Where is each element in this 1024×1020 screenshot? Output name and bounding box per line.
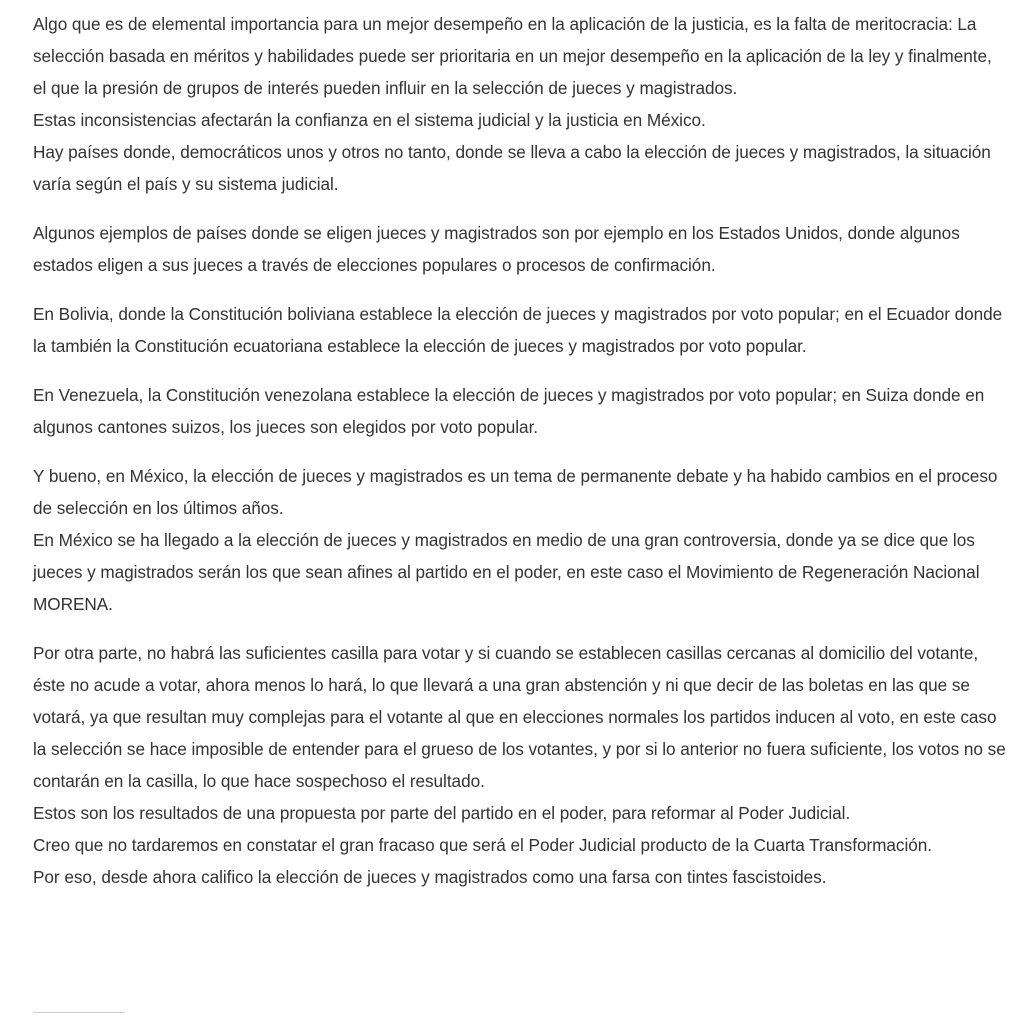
article-body bbox=[33, 8, 1008, 910]
paragraph-6 bbox=[33, 637, 1008, 893]
paragraph-line: Hay países donde, democráticos unos y otros no tanto, donde se lleva a cabo la elección de jueces y magistrados, la situación varía según el país y su sistema judicial. bbox=[33, 142, 991, 194]
paragraph-1 bbox=[33, 8, 1008, 200]
paragraph-line: Por eso, desde ahora califico la elección de jueces y magistrados como una farsa con tintes fascistoides. bbox=[33, 867, 827, 887]
paragraph-line: Algo que es de elemental importancia para un mejor desempeño en la aplicación de la justicia, es la falta de meritocracia: La selección basada en méritos y habilidades puede ser prioritaria en un mejor desempeño en la aplicación de la ley y finalmente, el que la presión de grupos de interés pueden influir en la selección de jueces y magistrados. bbox=[33, 14, 992, 98]
paragraph-line: En México se ha llegado a la elección de jueces y magistrados en medio de una gran controversia, donde ya se dice que los jueces y magistrados serán los que sean afines al partido en el poder, en este caso el Movimiento de Regeneración Nacional MORENA. bbox=[33, 530, 980, 614]
paragraph-line: En Venezuela, la Constitución venezolana establece la elección de jueces y magistrados por voto popular; en Suiza donde en algunos cantones suizos, los jueces son elegidos por voto popular. bbox=[33, 385, 985, 437]
footer-divider bbox=[33, 1012, 125, 1013]
paragraph-line: Estas inconsistencias afectarán la confianza en el sistema judicial y la justicia en México. bbox=[33, 110, 706, 130]
paragraph-line: En Bolivia, donde la Constitución boliviana establece la elección de jueces y magistrados por voto popular; en el Ecuador donde la también la Constitución ecuatoriana establece la elección de jueces y magistrados por voto popular. bbox=[33, 304, 1003, 356]
paragraph-line: Estos son los resultados de una propuesta por parte del partido en el poder, para reformar al Poder Judicial. bbox=[33, 803, 851, 823]
paragraph-4 bbox=[33, 379, 1008, 443]
paragraph-line: Por otra parte, no habrá las suficientes casilla para votar y si cuando se establecen casillas cercanas al domicilio del votante, éste no acude a votar, ahora menos lo hará, lo que llevará a una gran abstención y ni que decir de las boletas en las que se votará, ya que resultan muy complejas para el votante al que en elecciones normales los partidos inducen al voto, en este caso la selección se hace imposible de entender para el grueso de los votantes, y por si lo anterior no fuera suficiente, los votos no se contarán en la casilla, lo que hace sospechoso el resultado. bbox=[33, 643, 1006, 791]
paragraph-line: Y bueno, en México, la elección de jueces y magistrados es un tema de permanente debate y ha habido cambios en el proceso de selección en los últimos años. bbox=[33, 466, 998, 518]
paragraph-3 bbox=[33, 298, 1008, 362]
paragraph-line: Algunos ejemplos de países donde se eligen jueces y magistrados son por ejemplo en los Estados Unidos, donde algunos estados eligen a sus jueces a través de elecciones populares o procesos de confirmación. bbox=[33, 223, 960, 275]
paragraph-line: Creo que no tardaremos en constatar el gran fracaso que será el Poder Judicial producto de la Cuarta Transformación. bbox=[33, 835, 932, 855]
paragraph-5 bbox=[33, 460, 1008, 620]
paragraph-2 bbox=[33, 217, 1008, 281]
